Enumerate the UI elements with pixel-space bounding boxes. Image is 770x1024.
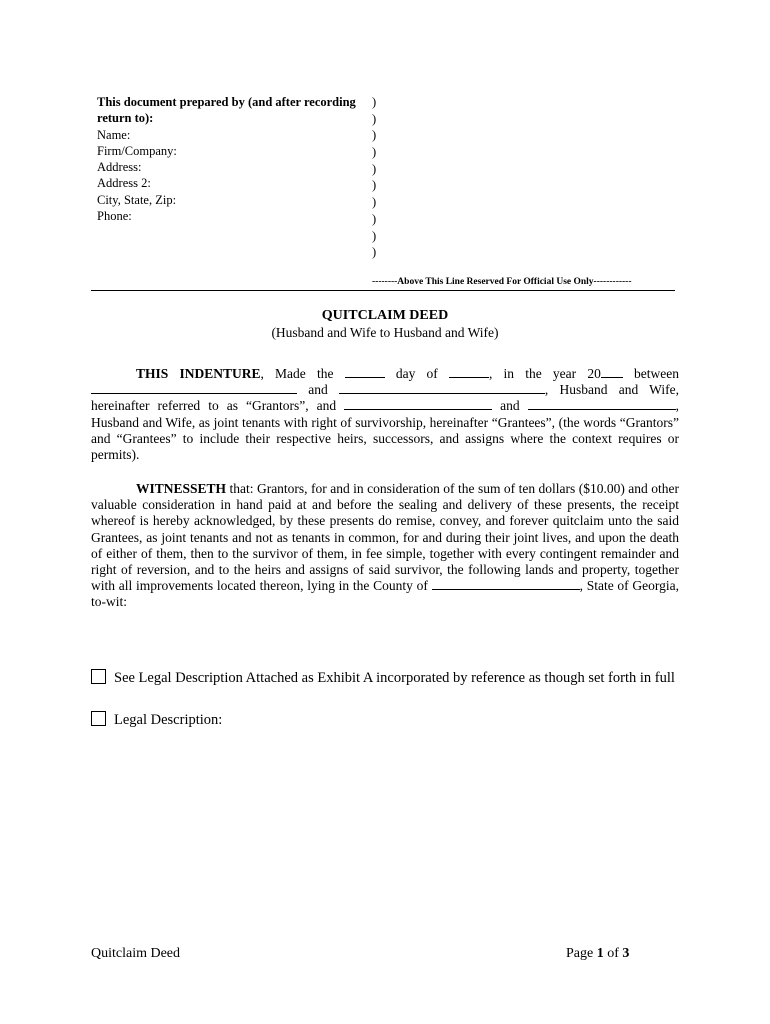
exhibit-a-option [91,669,679,687]
field-address2-label: Address 2: [97,176,151,191]
indenture-text-1: , Made the [260,366,345,381]
page-current: 1 [596,946,604,961]
page-word: Page [566,946,597,961]
indenture-text-6: , Husband and Wife, hereinafter referred to as “Grantors”, and [91,382,679,414]
bracket-mark: ) [372,145,377,160]
bracket-mark: ) [372,178,377,193]
grantee1-blank[interactable] [344,398,492,410]
day-blank[interactable] [345,366,385,378]
page-of: of [603,946,623,961]
exhibit-a-label: See Legal Description Attached as Exhibit A incorporated by reference as though set forth in full [114,670,675,686]
bracket-mark: ) [372,228,377,243]
legal-description-option [91,711,679,729]
deed-subtitle: (Husband and Wife to Husband and Wife) [271,325,499,340]
witnesseth-tail: , State of Georgia, to-wit: [91,578,679,610]
indenture-text-8: , Husband and Wife, as joint tenants with right of survivorship, hereinafter “Grantees”, (the words “Grantors” and “Grantees” to include their respective heirs, successors, and assigns where the context requires or permits). [91,398,679,463]
witnesseth-body: that: Grantors, for and in consideration of the sum of ten dollars ($10.00) and other valuable consideration in hand paid at and before the sealing and delivery of these presents, the receipt whereof is hereby acknowledged, by these presents do remise, convey, and forever quitclaim unto the said Grantees, as joint tenants and not as tenants in common, for and during their joint lives, and upon the death of either of them, then to the survivor of them, in fee simple, together with every contingent remainder and right of reversion, and to the heirs and assigns of said survivor, the following lands and property, together with all improvements located thereon, lying in the County of [91,481,679,594]
page-total: 3 [622,946,630,961]
grantee2-blank[interactable] [528,398,676,410]
footer-doc-title: Quitclaim Deed [91,946,181,961]
bracket-mark: ) [372,95,377,109]
bracket-mark: ) [372,195,377,210]
prepared-by-heading-line1: This document prepared by (and after recording [97,95,356,109]
prepared-by-heading-line2: return to): [97,111,154,126]
legal-description-label: Legal Description: [114,712,223,728]
bracket-mark: ) [372,245,377,260]
year-blank[interactable] [601,366,623,378]
prepared-by-block [97,94,367,224]
bracket-mark: ) [372,128,377,143]
indenture-text-3: , in the year 20 [488,366,601,381]
grantor1-blank[interactable] [91,382,297,394]
indenture-paragraph [91,366,679,463]
deed-title: QUITCLAIM DEED [321,308,449,323]
grantor2-blank[interactable] [339,382,545,394]
indenture-text-2: day of [384,366,449,381]
county-blank[interactable] [432,578,580,590]
witnesseth-paragraph [91,481,679,611]
bracket-mark: ) [372,161,377,176]
indenture-text-5: and [297,382,339,398]
bracket-mark: ) [372,111,377,126]
exhibit-a-checkbox[interactable] [91,669,106,684]
field-address-label: Address: [97,160,142,175]
page-number [566,946,629,962]
bracket-column [372,94,376,261]
field-name-label: Name: [97,127,131,142]
indenture-text-7: and [492,398,528,414]
bracket-mark: ) [372,211,377,226]
field-phone-label: Phone: [97,209,132,224]
indenture-lead: THIS INDENTURE [136,366,261,381]
reserved-line-text: --------Above This Line Reserved For Official Use Only------------ [372,277,632,287]
recording-divider [91,290,675,291]
legal-description-checkbox[interactable] [91,711,106,726]
indenture-text-4: between [622,366,679,381]
witnesseth-lead: WITNESSETH [136,481,227,496]
field-city-state-zip-label: City, State, Zip: [97,192,177,207]
month-blank[interactable] [449,366,489,378]
field-firm-label: Firm/Company: [97,143,177,158]
